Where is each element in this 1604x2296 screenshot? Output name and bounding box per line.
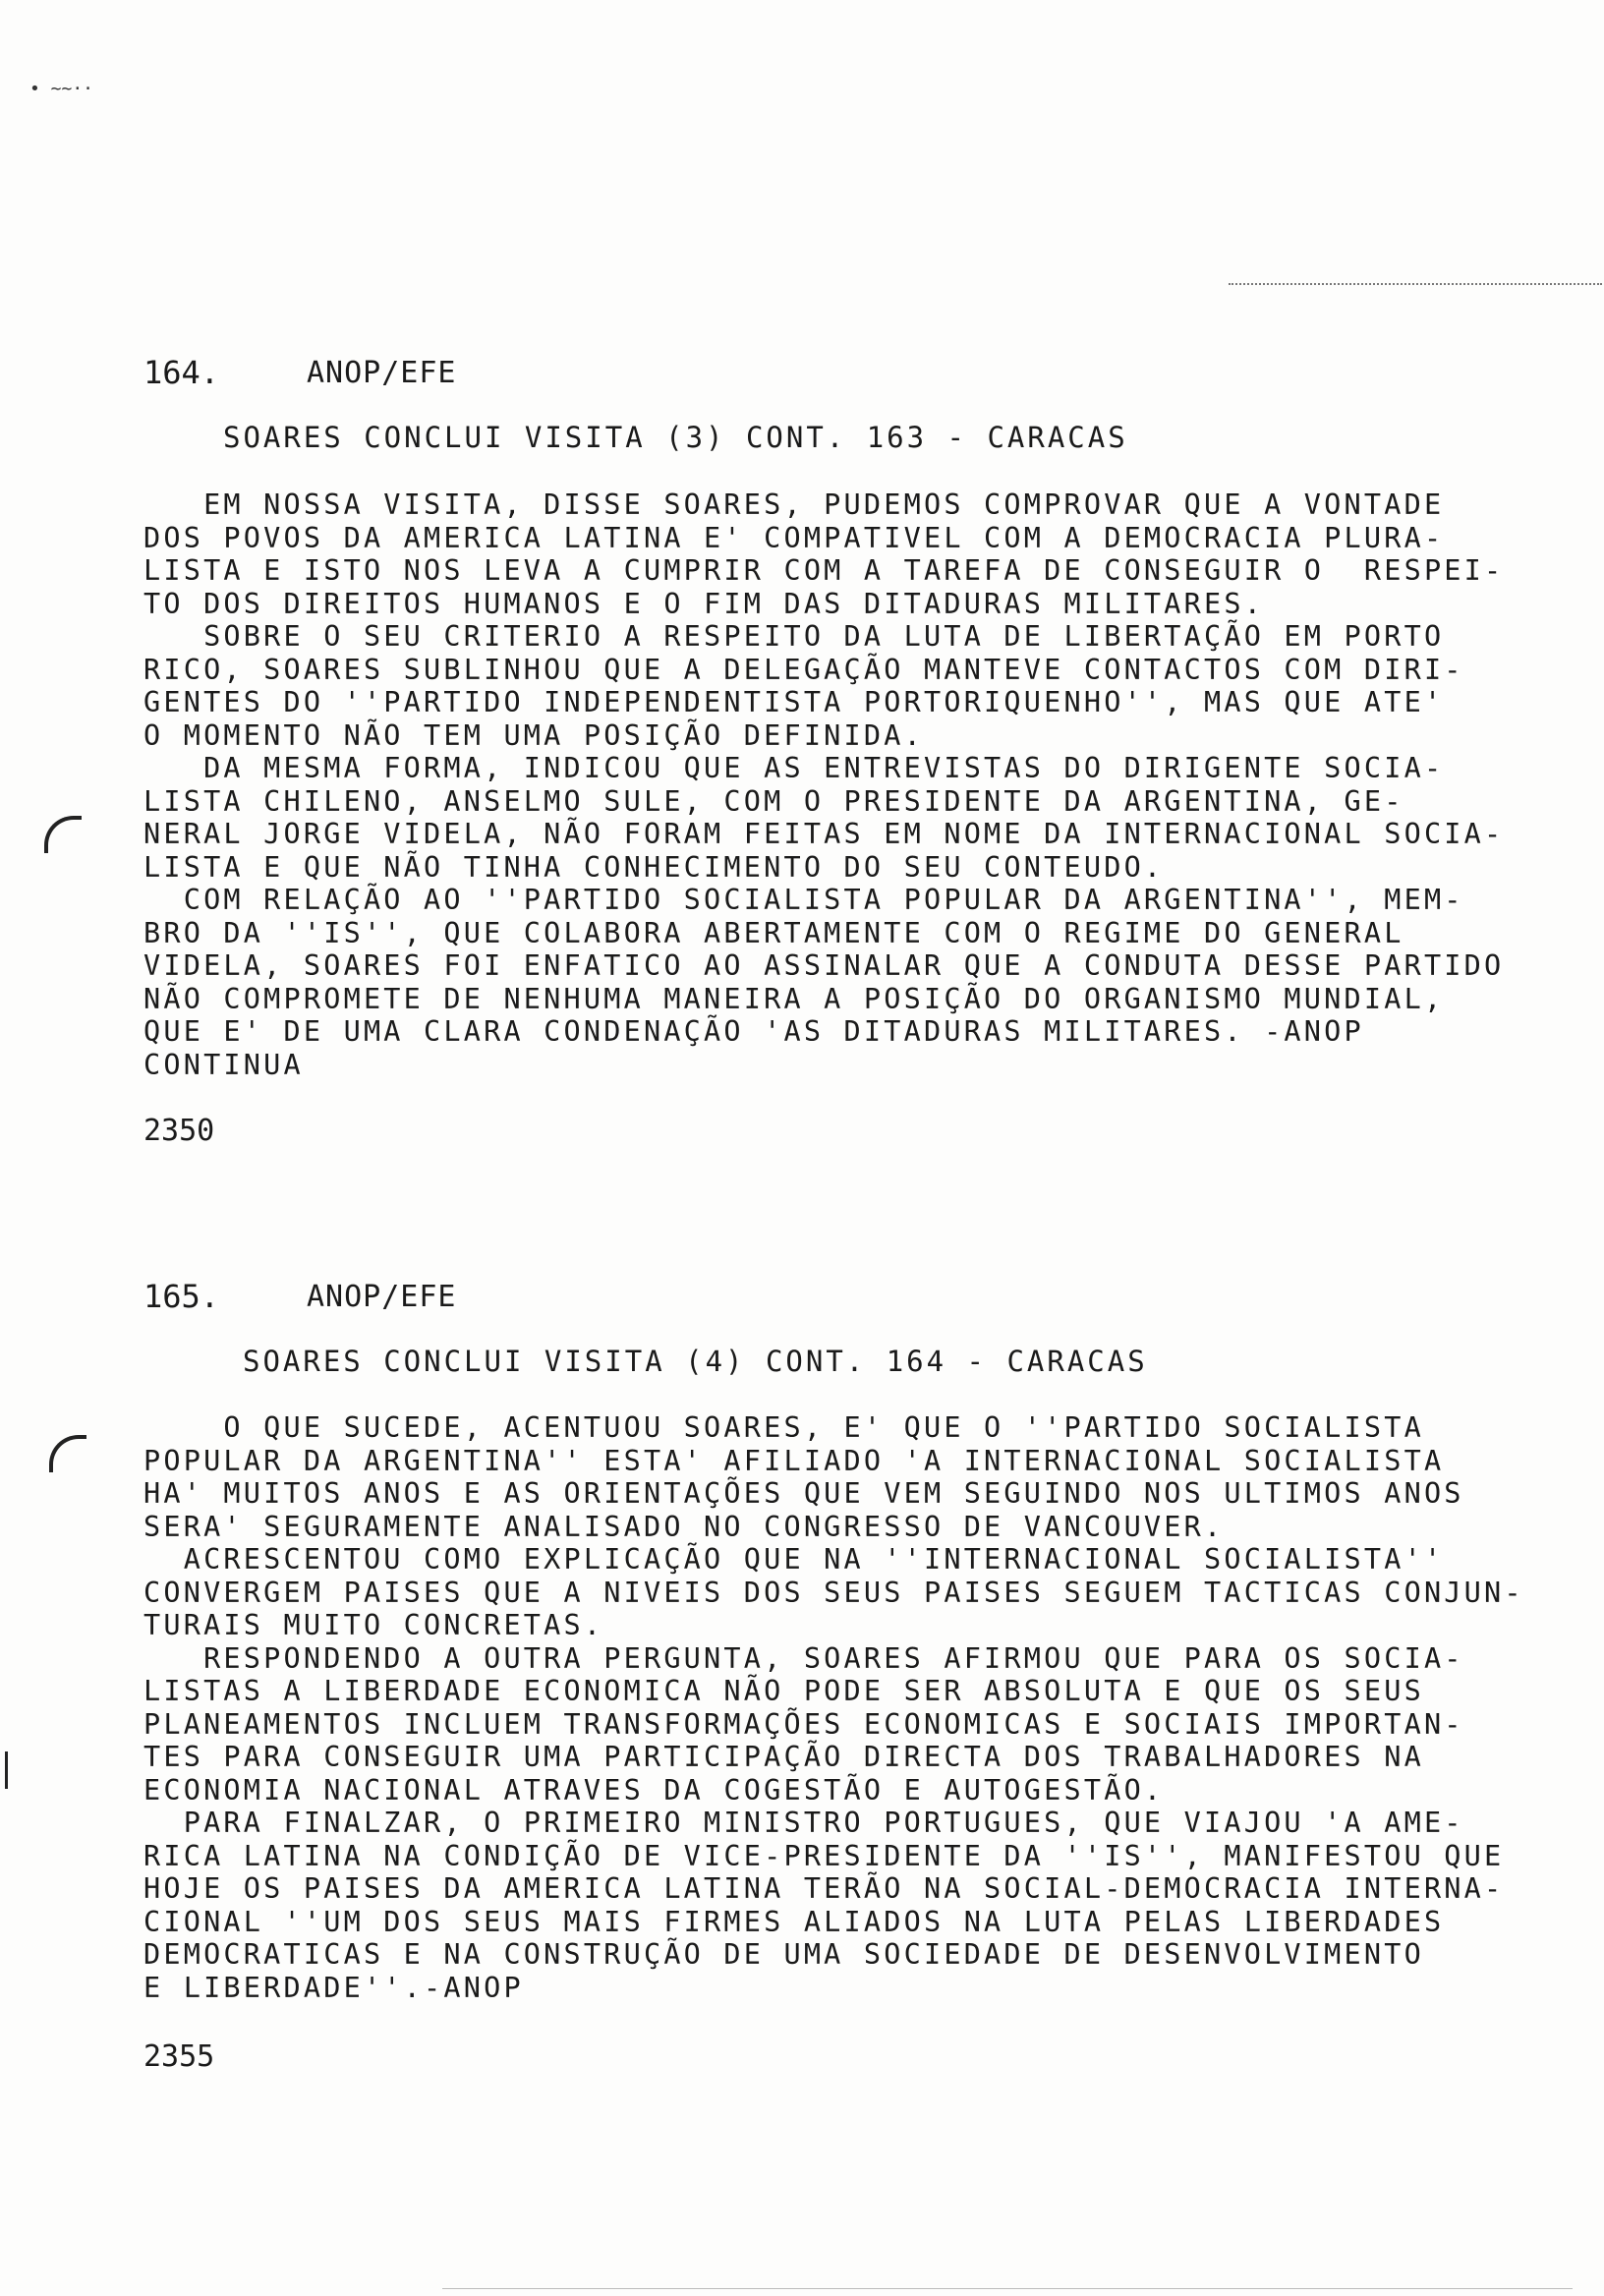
body-line: LISTA CHILENO, ANSELMO SULE, COM O PRESIDENTE DA ARGENTINA, GE- bbox=[143, 784, 1404, 818]
body-line: NÃO COMPROMETE DE NENHUMA MANEIRA A POSIÇÃO DO ORGANISMO MUNDIAL, bbox=[143, 982, 1445, 1015]
body-line: EM NOSSA VISITA, DISSE SOARES, PUDEMOS COMPROVAR QUE A VONTADE bbox=[143, 488, 1445, 521]
body-line: O QUE SUCEDE, ACENTUOU SOARES, E' QUE O ''PARTIDO SOCIALISTA bbox=[143, 1411, 1424, 1444]
body-line: VIDELA, SOARES FOI ENFATICO AO ASSINALAR QUE A CONDUTA DESSE PARTIDO bbox=[143, 949, 1505, 982]
body-line: RICA LATINA NA CONDIÇÃO DE VICE-PRESIDENTE DA ''IS'', MANIFESTOU QUE bbox=[143, 1839, 1505, 1872]
body-line: DA MESMA FORMA, INDICOU QUE AS ENTREVISTAS DO DIRIGENTE SOCIA- bbox=[143, 752, 1445, 784]
body-line: LISTA E ISTO NOS LEVA A CUMPRIR COM A TAREFA DE CONSEGUIR O RESPEI- bbox=[143, 554, 1505, 587]
scan-dots-top bbox=[1229, 283, 1602, 287]
body-line: GENTES DO ''PARTIDO INDEPENDENTISTA PORTORIQUENHO'', MAS QUE ATE' bbox=[143, 686, 1445, 718]
scan-mark: • ~~·· bbox=[29, 79, 94, 99]
body-line: POPULAR DA ARGENTINA'' ESTA' AFILIADO 'A INTERNACIONAL SOCIALISTA bbox=[143, 1444, 1445, 1477]
body-line: RESPONDENDO A OUTRA PERGUNTA, SOARES AFIRMOU QUE PARA OS SOCIA- bbox=[143, 1641, 1464, 1675]
entry-code: 2355 bbox=[143, 2039, 215, 2074]
body-line: NERAL JORGE VIDELA, NÃO FORAM FEITAS EM NOME DA INTERNACIONAL SOCIA- bbox=[143, 818, 1505, 850]
body-line: RICO, SOARES SUBLINHOU QUE A DELEGAÇÃO MANTEVE CONTACTOS COM DIRI- bbox=[143, 653, 1464, 686]
entry-code: 2350 bbox=[143, 1114, 215, 1148]
body-line: LISTAS A LIBERDADE ECONOMICA NÃO PODE SER ABSOLUTA E QUE OS SEUS bbox=[143, 1675, 1424, 1707]
entry-agency: ANOP/EFE bbox=[307, 1280, 457, 1314]
body-line: HA' MUITOS ANOS E AS ORIENTAÇÕES QUE VEM SEGUINDO NOS ULTIMOS ANOS bbox=[143, 1477, 1464, 1510]
body-line: E LIBERDADE''.-ANOP bbox=[143, 1971, 524, 2004]
body-line: SOBRE O SEU CRITERIO A RESPEITO DA LUTA DE LIBERTAÇÃO EM PORTO bbox=[143, 620, 1445, 653]
body-line: O MOMENTO NÃO TEM UMA POSIÇÃO DEFINIDA. bbox=[143, 718, 924, 752]
body-line: BRO DA ''IS'', QUE COLABORA ABERTAMENTE COM O REGIME DO GENERAL bbox=[143, 916, 1404, 949]
body-line: COM RELAÇÃO AO ''PARTIDO SOCIALISTA POPULAR DA ARGENTINA'', MEM- bbox=[143, 884, 1464, 916]
body-line: LISTA E QUE NÃO TINHA CONHECIMENTO DO SEU CONTEUDO. bbox=[143, 850, 1165, 884]
punch-hole-mark bbox=[44, 816, 82, 853]
scan-edge-bottom bbox=[442, 2288, 1573, 2289]
body-line: QUE E' DE UMA CLARA CONDENAÇÃO 'AS DITADURAS MILITARES. -ANOP bbox=[143, 1015, 1364, 1048]
punch-hole-mark bbox=[49, 1435, 86, 1472]
body-line: PARA FINALZAR, O PRIMEIRO MINISTRO PORTUGUES, QUE VIAJOU 'A AME- bbox=[143, 1807, 1464, 1839]
body-line: DEMOCRATICAS E NA CONSTRUÇÃO DE UMA SOCIEDADE DE DESENVOLVIMENTO bbox=[143, 1938, 1424, 1971]
body-line: TES PARA CONSEGUIR UMA PARTICIPAÇÃO DIRECTA DOS TRABALHADORES NA bbox=[143, 1741, 1424, 1773]
body-line: HOJE OS PAISES DA AMERICA LATINA TERÃO NA SOCIAL-DEMOCRACIA INTERNA- bbox=[143, 1872, 1505, 1905]
entry-agency: ANOP/EFE bbox=[307, 356, 457, 390]
body-line: ECONOMIA NACIONAL ATRAVES DA COGESTÃO E AUTOGESTÃO. bbox=[143, 1773, 1165, 1807]
body-line: DOS POVOS DA AMERICA LATINA E' COMPATIVEL COM A DEMOCRACIA PLURA- bbox=[143, 521, 1445, 554]
body-line: ACRESCENTOU COMO EXPLICAÇÃO QUE NA ''INTERNACIONAL SOCIALISTA'' bbox=[143, 1543, 1445, 1576]
entry-headline: SOARES CONCLUI VISITA (4) CONT. 164 - CARACAS bbox=[243, 1345, 1148, 1378]
margin-mark bbox=[5, 1751, 8, 1789]
entry-number: 165. bbox=[143, 1278, 220, 1315]
body-line: TO DOS DIREITOS HUMANOS E O FIM DAS DITADURAS MILITARES. bbox=[143, 587, 1265, 620]
body-line: TURAIS MUITO CONCRETAS. bbox=[143, 1609, 604, 1641]
body-line: CONTINUA bbox=[143, 1048, 304, 1081]
entry-body bbox=[143, 488, 1598, 1081]
body-line: CONVERGEM PAISES QUE A NIVEIS DOS SEUS PAISES SEGUEM TACTICAS CONJUN- bbox=[143, 1576, 1524, 1609]
body-line: PLANEAMENTOS INCLUEM TRANSFORMAÇÕES ECONOMICAS E SOCIAIS IMPORTAN- bbox=[143, 1707, 1464, 1741]
entry-headline: SOARES CONCLUI VISITA (3) CONT. 163 - CARACAS bbox=[223, 421, 1128, 454]
body-line: SERA' SEGURAMENTE ANALISADO NO CONGRESSO DE VANCOUVER. bbox=[143, 1510, 1225, 1543]
entry-body bbox=[143, 1411, 1598, 2004]
body-line: CIONAL ''UM DOS SEUS MAIS FIRMES ALIADOS NA LUTA PELAS LIBERDADES bbox=[143, 1905, 1445, 1938]
entry-number: 164. bbox=[143, 354, 220, 391]
